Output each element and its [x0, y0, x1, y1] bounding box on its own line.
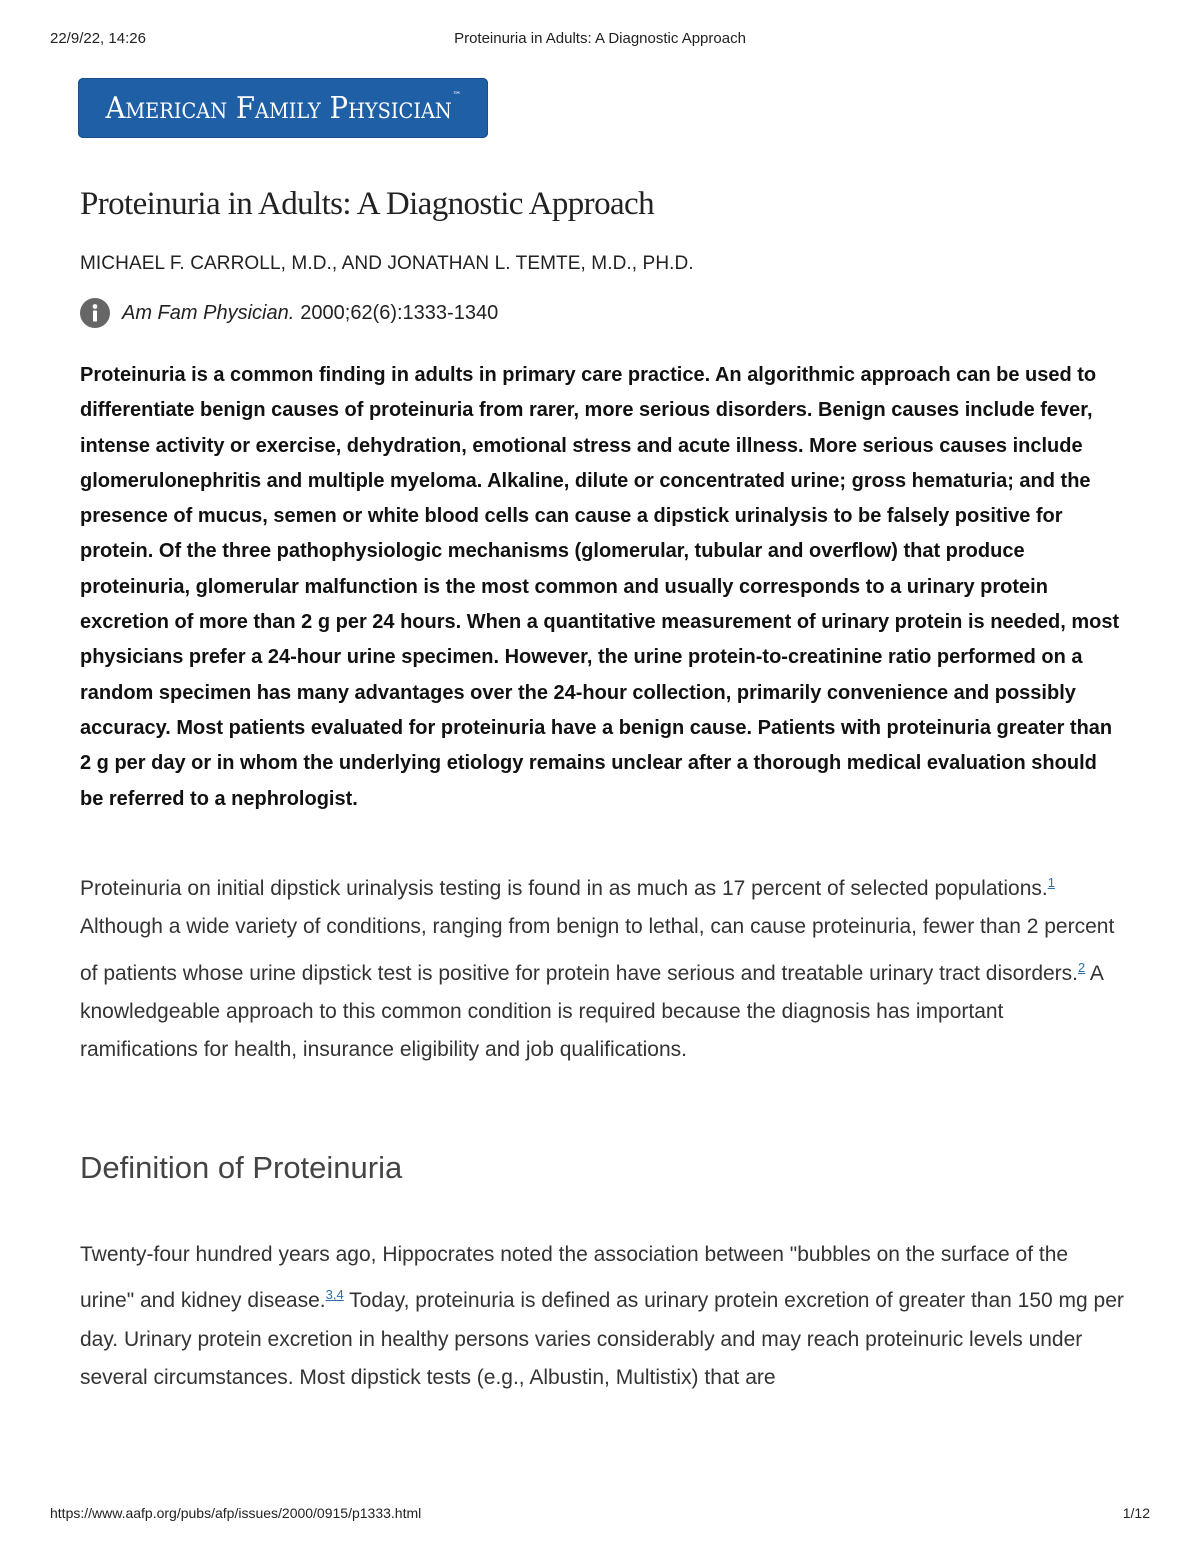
print-page-number: 1/12 [1122, 1505, 1150, 1521]
article-authors: MICHAEL F. CARROLL, M.D., AND JONATHAN L. TEMTE, M.D., PH.D. [80, 253, 694, 274]
print-page-title: Proteinuria in Adults: A Diagnostic Approach [454, 30, 746, 47]
article-abstract: Proteinuria is a common finding in adults in primary care practice. An algorithmic approach can be used to differentiate benign causes of proteinuria from rarer, more serious disorders. Benign causes include fever, intense activity or exercise, dehydration, emotional stress and acute illness. More serious causes include glomerulonephritis and multiple myeloma. Alkaline, dilute or concentrated urine; gross hematuria; and the presence of mucus, semen or white blood cells can cause a dipstick urinalysis to be falsely positive for protein. Of the three pathophysiologic mechanisms (glomerular, tubular and overflow) that produce proteinuria, glomerular malfunction is the most common and usually corresponds to a urinary protein excretion of more than 2 g per 24 hours. When a quantitative measurement of urinary protein is needed, most physicians prefer a 24-hour urine specimen. However, the urine protein-to-creatinine ratio performed on a random specimen has many advantages over the 24-hour collection, primarily convenience and possibly accuracy. Most patients evaluated for proteinuria have a benign cause. Patients with proteinuria greater than 2 g per day or in whom the underlying etiology remains unclear after a thorough medical evaluation should be referred to a nephrologist. [80, 364, 1120, 810]
intro-paragraph: Proteinuria on initial dipstick urinalysis testing is found in as much as 17 percent of selected populations.$^1$ Although a wide variety of conditions, ranging from benign to lethal, can cause proteinuria, fewer than 2 percent of patients whose urine dipstick test is positive for protein have serious and treatable urinary tract disorders.$^2$ A knowledgeable approach to this common condition is required because the diagnosis has important ramifications for health, insurance eligibility and job qualifications. [80, 874, 1115, 1062]
print-datetime: 22/9/22, 14:26 [50, 30, 146, 47]
reference-link-1[interactable]: 1 [1047, 874, 1055, 890]
definition-paragraph: Twenty-four hundred years ago, Hippocrates noted the association between "bubbles on the surface of the urine" and kidney disease.$^{3,4}$ Today, proteinuria is defined as urinary protein excretion of greater than 150 mg per day. Urinary protein excretion in healthy persons varies considerably and may reach proteinuric levels under several circumstances. Most dipstick tests (e.g., Albustin, Multistix) that are [80, 1242, 1124, 1390]
print-url: https://www.aafp.org/pubs/afp/issues/2000/0915/p1333.html [50, 1505, 422, 1521]
article-citation [80, 298, 1125, 328]
section-heading-definition: Definition of Proteinuria [80, 1149, 403, 1185]
reference-link-2[interactable]: 2 [1078, 959, 1086, 975]
afp-logo[interactable] [78, 78, 488, 138]
print-header [50, 30, 1150, 50]
article-title: Proteinuria in Adults: A Diagnostic Approach [80, 186, 654, 222]
citation-journal: Am Fam Physician. [122, 302, 295, 324]
citation-details: 2000;62(6):1333-1340 [300, 302, 499, 324]
info-icon[interactable] [80, 298, 110, 328]
print-footer [50, 1505, 1150, 1525]
logo-text: American Family Physician™ [105, 90, 461, 126]
reference-link-3-4[interactable]: 3,4 [325, 1287, 344, 1303]
article-content [80, 180, 1125, 1398]
